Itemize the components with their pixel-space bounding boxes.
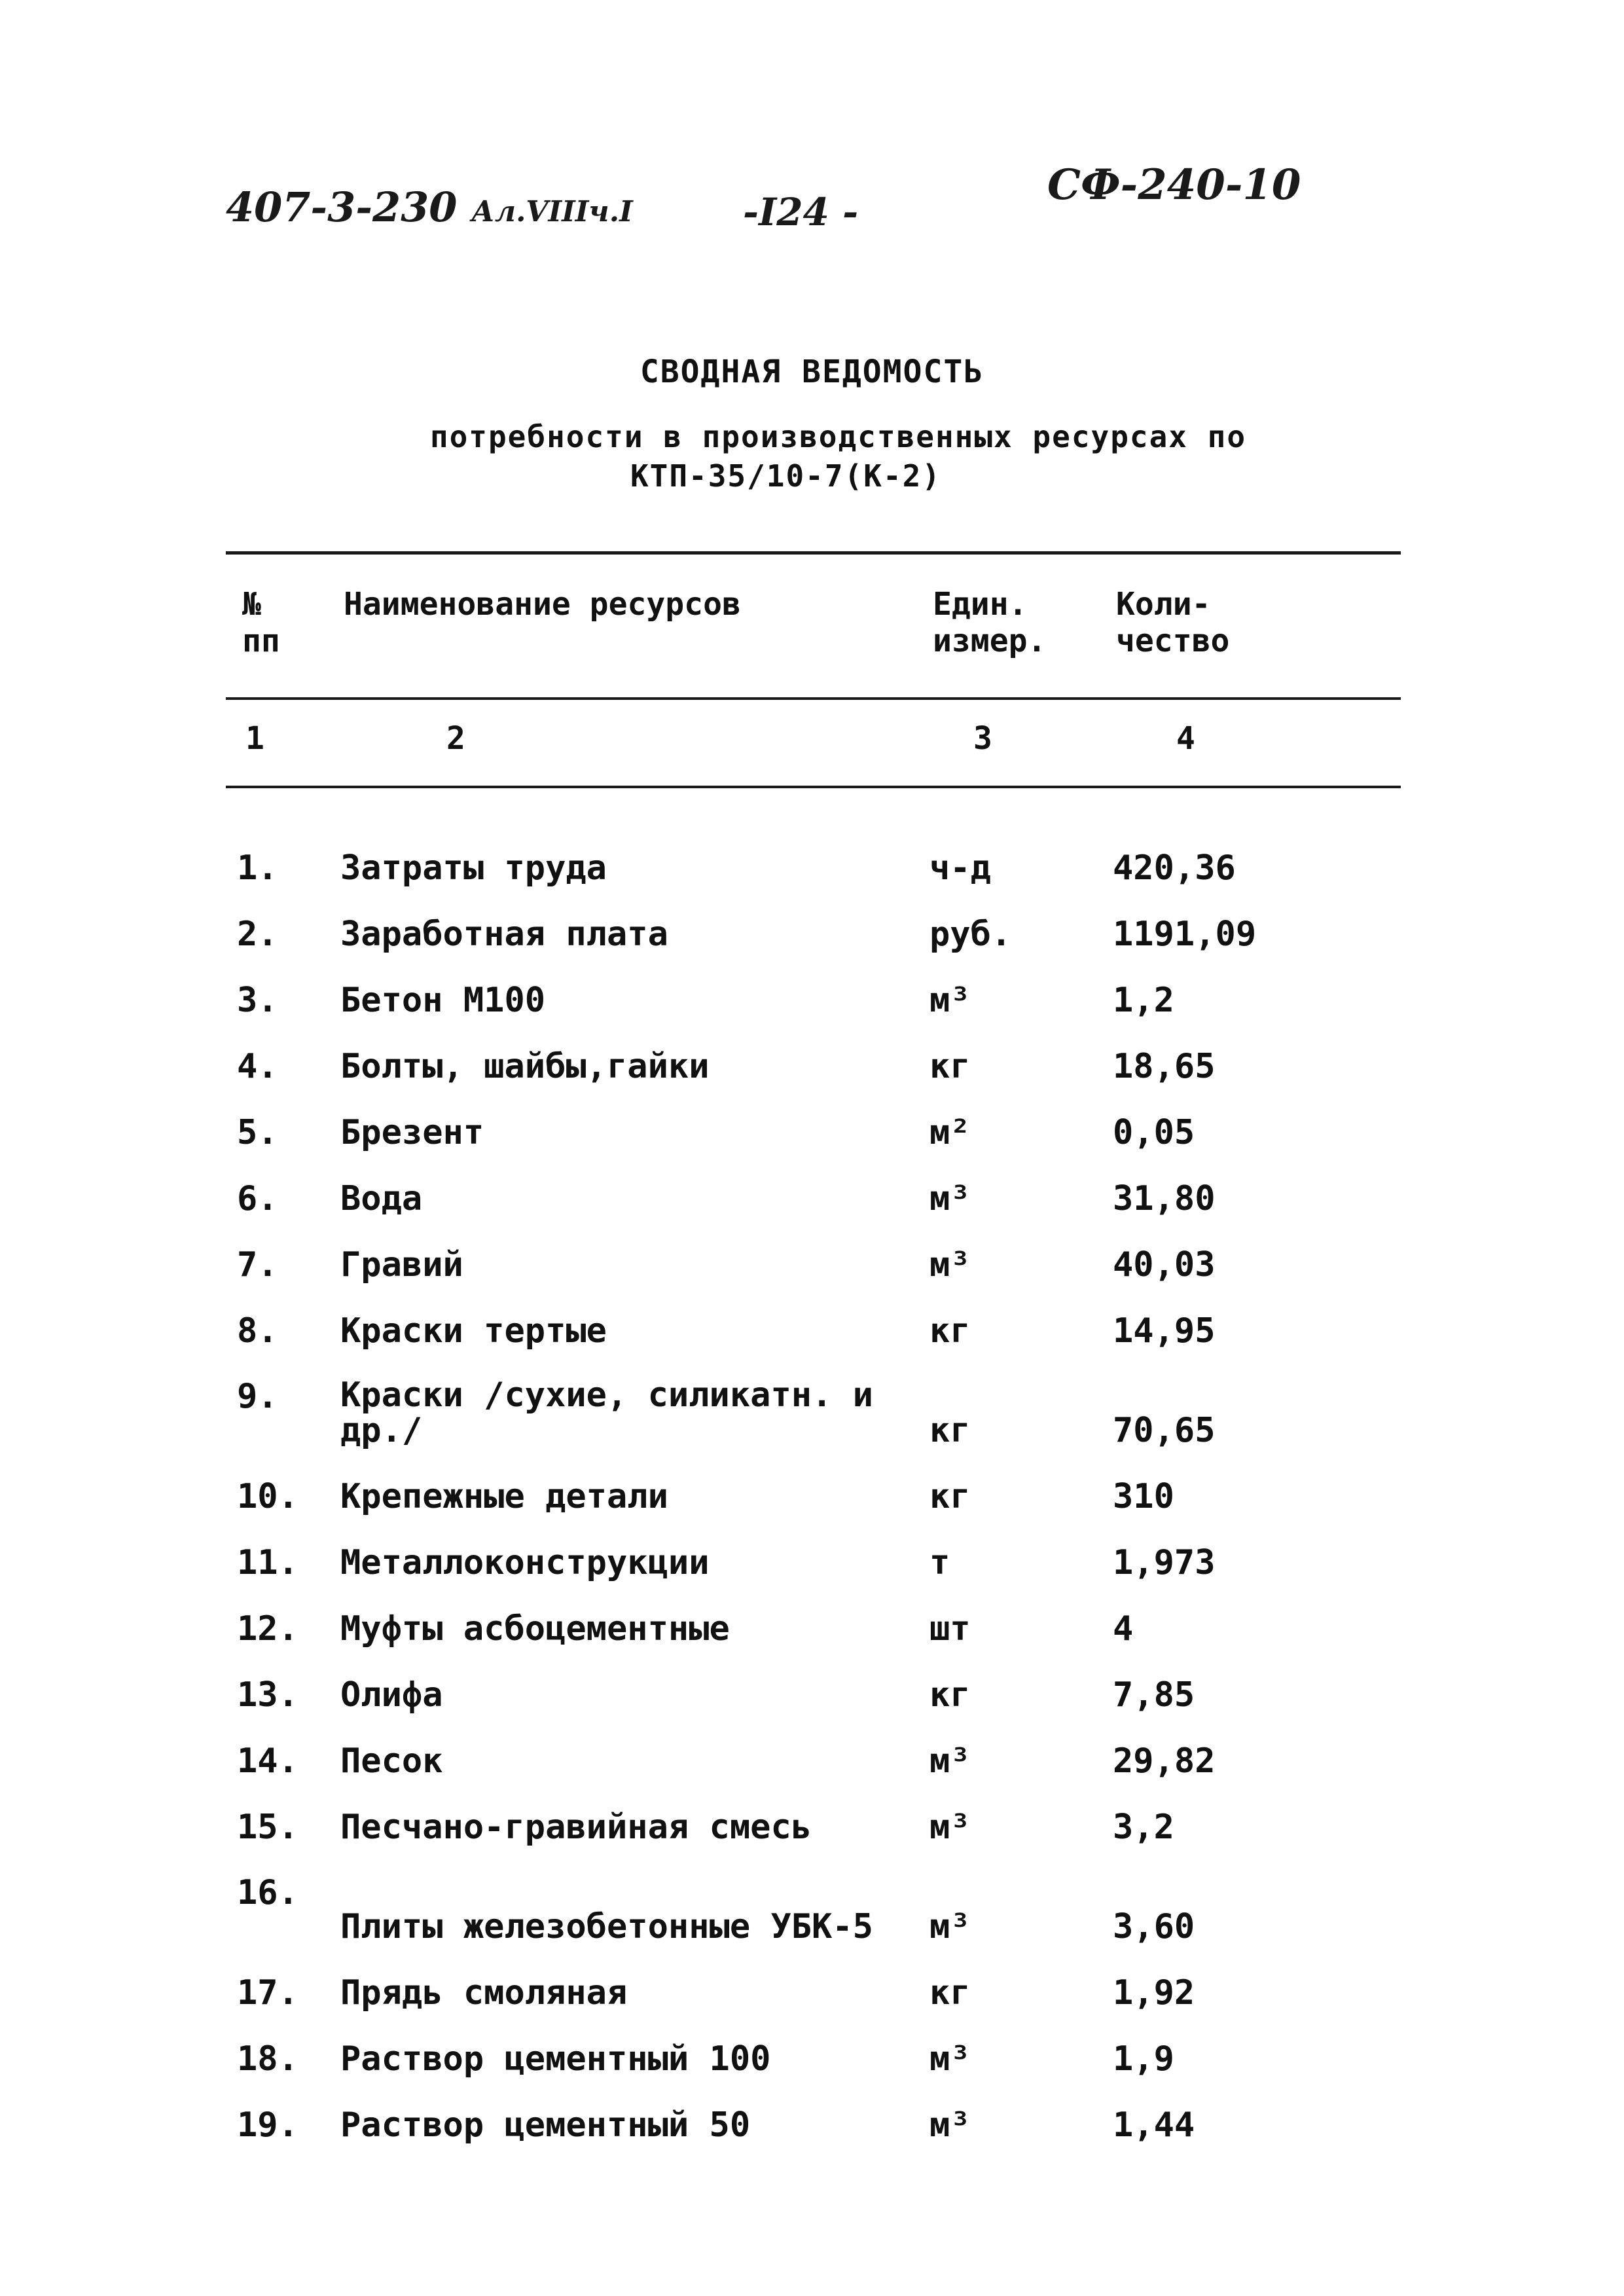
row-number: 16. (237, 1873, 298, 1912)
resource-quantity: 0,05 (1113, 1113, 1195, 1152)
table-row (0, 1592, 1624, 1658)
table-top-rule (226, 551, 1401, 555)
row-number: 7. (237, 1245, 278, 1285)
resource-name: Бетон М100 (340, 981, 546, 1020)
resource-name: Песчано-гравийная смесь (340, 1808, 812, 1847)
column-number-1: 1 (245, 720, 264, 757)
row-number: 15. (237, 1808, 298, 1847)
resource-unit: кг (929, 1477, 971, 1516)
table-row (0, 1857, 1624, 1956)
resource-name: Песок (340, 1741, 443, 1781)
table-row (0, 2088, 1624, 2155)
handwritten-reference: СФ-240-10 (1047, 160, 1301, 210)
album-number: Ал.VIIIч.I (471, 195, 633, 228)
resource-unit: шт (929, 1609, 971, 1649)
row-number: 1. (237, 848, 278, 888)
row-number: 13. (237, 1675, 298, 1715)
table-row (0, 2022, 1624, 2088)
resource-quantity: 3,2 (1113, 1808, 1174, 1847)
resource-name: Металлоконструкции (340, 1543, 710, 1582)
table-row (0, 1724, 1624, 1791)
table-row (0, 1460, 1624, 1526)
resource-name: Гравий (340, 1245, 463, 1285)
resource-unit: кг (929, 1311, 971, 1351)
resource-quantity: 1,9 (1113, 2039, 1174, 2079)
column-number-2: 2 (446, 720, 465, 757)
resource-unit: кг (929, 1973, 971, 2013)
column-number-rule (226, 786, 1401, 788)
row-number: 3. (237, 981, 278, 1020)
document-title: СВОДНАЯ ВЕДОМОСТЬ (640, 354, 984, 390)
row-number: 18. (237, 2039, 298, 2079)
resource-unit: м³ (929, 981, 971, 1020)
resource-unit: м³ (929, 1179, 971, 1218)
resource-name: Муфты асбоцементные (340, 1609, 730, 1649)
row-number: 17. (237, 1973, 298, 2013)
resource-quantity: 31,80 (1113, 1179, 1216, 1218)
resource-unit: т (929, 1543, 950, 1582)
handwritten-project-code (226, 183, 633, 231)
resource-name: Прядь смоляная (340, 1973, 628, 2013)
resource-unit: кг (929, 1675, 971, 1715)
resource-name: Раствор цементный 50 (340, 2105, 751, 2145)
resource-name: Крепежные детали (340, 1477, 668, 1516)
resource-unit: м³ (929, 1245, 971, 1285)
resource-name: Олифа (340, 1675, 443, 1715)
row-number: 10. (237, 1477, 298, 1516)
header-divider-rule (226, 697, 1401, 700)
table-row (0, 1526, 1624, 1592)
row-number: 2. (237, 915, 278, 954)
project-code: 407-3-230 (226, 183, 458, 231)
document-subtitle-line1: потребности в производственных ресурсах по (429, 419, 1247, 454)
header-quantity: Коли- чество (1116, 586, 1230, 659)
resource-quantity: 40,03 (1113, 1245, 1216, 1285)
table-row (0, 831, 1624, 898)
row-number: 19. (237, 2105, 298, 2145)
resource-unit: м³ (929, 2105, 971, 2145)
resource-quantity: 310 (1113, 1477, 1174, 1516)
resource-unit: м³ (929, 1907, 971, 1946)
table-row (0, 1658, 1624, 1724)
resource-unit: ч-д (929, 848, 991, 888)
header-unit: Един. измер. (933, 586, 1047, 659)
table-row (0, 1228, 1624, 1294)
resource-unit: руб. (929, 915, 1012, 954)
resource-name: Затраты труда (340, 848, 607, 888)
table-row (0, 1791, 1624, 1857)
resource-quantity: 29,82 (1113, 1741, 1216, 1781)
row-number: 6. (237, 1179, 278, 1218)
resource-name: Краски тертые (340, 1311, 607, 1351)
column-number-3: 3 (973, 720, 992, 757)
row-number: 4. (237, 1047, 278, 1086)
table-row (0, 1030, 1624, 1096)
row-number: 9. (237, 1377, 278, 1416)
resource-quantity: 1,2 (1113, 981, 1174, 1020)
table-row (0, 1162, 1624, 1228)
resource-quantity: 1,92 (1113, 1973, 1195, 2013)
row-number: 11. (237, 1543, 298, 1582)
resource-unit: м³ (929, 2039, 971, 2079)
table-row (0, 1956, 1624, 2022)
table-row (0, 1360, 1624, 1460)
resource-name: Раствор цементный 100 (340, 2039, 771, 2079)
resource-unit: кг (929, 1047, 971, 1086)
row-number: 14. (237, 1741, 298, 1781)
resource-quantity: 4 (1113, 1609, 1134, 1649)
resource-quantity: 3,60 (1113, 1907, 1195, 1946)
row-number: 12. (237, 1609, 298, 1649)
resource-unit: м³ (929, 1808, 971, 1847)
column-number-4: 4 (1176, 720, 1195, 757)
table-row (0, 1294, 1624, 1360)
resource-unit: м² (929, 1113, 971, 1152)
resource-name: Болты, шайбы,гайки (340, 1047, 710, 1086)
resource-quantity: 7,85 (1113, 1675, 1195, 1715)
resource-table-body (0, 831, 1624, 2155)
resource-name: Краски /сухие, силикатн. и др./ (340, 1376, 873, 1450)
resource-quantity: 70,65 (1113, 1411, 1216, 1450)
header-resource-name: Наименование ресурсов (344, 586, 741, 623)
resource-quantity: 420,36 (1113, 848, 1236, 888)
table-row (0, 1096, 1624, 1162)
resource-unit: кг (929, 1411, 971, 1450)
resource-quantity: 1,973 (1113, 1543, 1216, 1582)
resource-quantity: 18,65 (1113, 1047, 1216, 1086)
resource-name: Брезент (340, 1113, 484, 1152)
row-number: 8. (237, 1311, 278, 1351)
resource-name: Заработная плата (340, 915, 668, 954)
header-number: № пп (242, 586, 280, 659)
handwritten-page-number: -I24 - (743, 190, 859, 234)
document-subtitle-line2: КТП-35/10-7(К-2) (630, 458, 942, 494)
resource-quantity: 1,44 (1113, 2105, 1195, 2145)
resource-name: Плиты железобетонные УБК-5 (340, 1907, 873, 1946)
table-row (0, 898, 1624, 964)
resource-unit: м³ (929, 1741, 971, 1781)
resource-name: Вода (340, 1179, 423, 1218)
resource-quantity: 14,95 (1113, 1311, 1216, 1351)
table-row (0, 964, 1624, 1030)
resource-quantity: 1191,09 (1113, 915, 1257, 954)
row-number: 5. (237, 1113, 278, 1152)
